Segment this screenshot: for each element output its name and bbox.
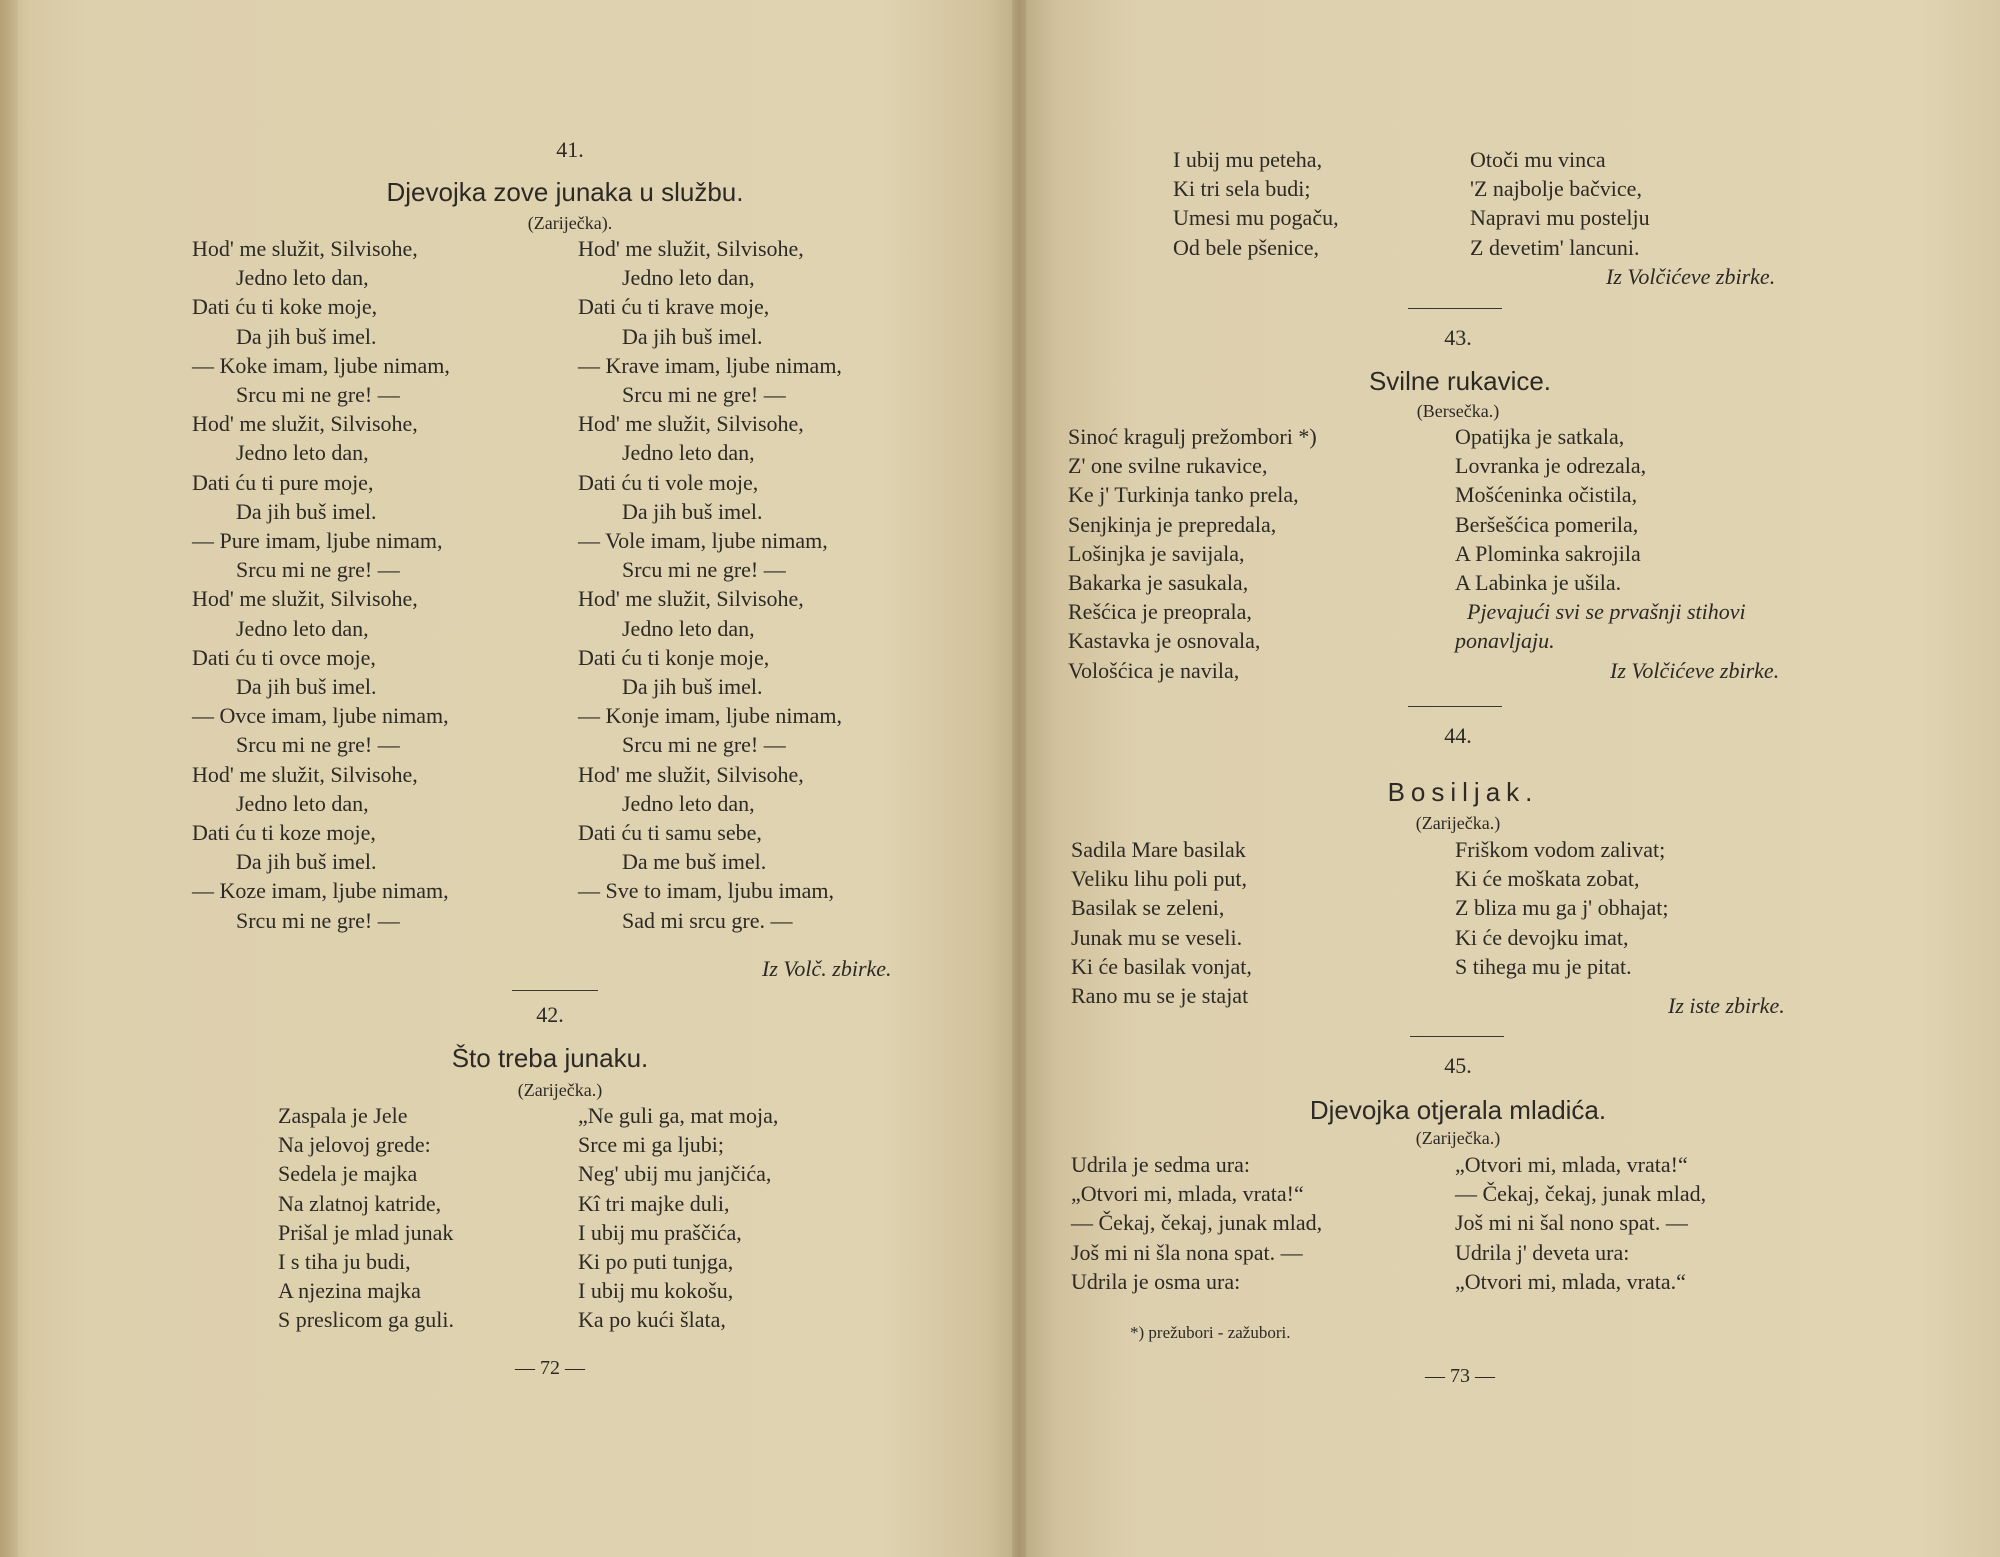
verse-line: Da jih buš imel. [236, 323, 377, 349]
verse-line: Otoči mu vinca [1470, 147, 1606, 172]
right-page [1018, 0, 2000, 1557]
verse-line: Junak mu se veseli. [1071, 924, 1243, 950]
verse-line: Rano mu se je stajat [1071, 983, 1249, 1009]
verse-line: Beršešćica pomerila, [1455, 511, 1639, 537]
verse-line: Prišal je mlad junak [278, 1219, 454, 1245]
song-source: Iz iste zbirke. [1668, 993, 1785, 1018]
verse-line: Udrila j' deveta ura: [1455, 1239, 1630, 1265]
verse-line: Ke j' Turkinja tanko prela, [1068, 482, 1299, 508]
song42-cont-column-2 [1470, 145, 1650, 262]
verse-line: I s tiha ju budi, [278, 1249, 411, 1275]
song-region: (Zariječka.) [1415, 813, 1501, 833]
verse-line: Hod' me služit, Silvisohe, [192, 586, 418, 612]
verse-line: Ki tri sela budi; [1173, 176, 1311, 202]
verse-line: Srcu mi ne gre! — [236, 557, 400, 583]
section-divider [1408, 308, 1502, 309]
verse-line: Lovranka je odrezala, [1455, 453, 1647, 479]
verse-line: Z devetim' lancuni. [1470, 234, 1640, 260]
verse-line: „Otvori mi, mlada, vrata.“ [1455, 1268, 1686, 1294]
verse-line: Jedno leto dan, [236, 790, 369, 816]
verse-line: Z bliza mu ga j' obhajat; [1455, 895, 1669, 921]
song-source: Iz Volčićeve zbirke. [1610, 658, 1780, 683]
song42-column-2 [578, 1101, 778, 1335]
verse-line: — Pure imam, ljube nimam, [192, 528, 443, 554]
verse-line: Umesi mu pogaču, [1173, 205, 1339, 231]
verse-line: — Čekaj, čekaj, junak mlad, [1455, 1181, 1707, 1207]
verse-line: Ki će moškata zobat, [1455, 866, 1640, 892]
verse-line: — Čekaj, čekaj, junak mlad, [1071, 1210, 1323, 1236]
verse-line: Da jih buš imel. [622, 674, 763, 700]
verse-line: Rešćica je preoprala, [1068, 599, 1252, 625]
page-number: — 72 — [515, 1357, 585, 1379]
verse-line: A njezina majka [278, 1278, 421, 1304]
verse-line: I ubij mu praščića, [578, 1219, 742, 1245]
verse-line: Jedno leto dan, [622, 790, 755, 816]
verse-line: „Ne guli ga, mat moja, [578, 1103, 779, 1128]
verse-line: Kastavka je osnovala, [1068, 628, 1261, 654]
verse-line: Od bele pšenice, [1173, 234, 1319, 260]
verse-line: Srcu mi ne gre! — [236, 382, 400, 408]
verse-line: — Vole imam, ljube nimam, [578, 528, 828, 554]
song-title: Bosiljak. [1387, 777, 1539, 807]
footnote: *) prežubori - zažubori. [1130, 1323, 1291, 1342]
section-divider [1408, 706, 1502, 707]
song42-column-1 [278, 1101, 454, 1335]
verse-line: Srce mi ga ljubi; [578, 1132, 725, 1158]
verse-line: Hod' me služit, Silvisohe, [578, 586, 804, 612]
song-title: Djevojka zove junaka u službu. [386, 177, 744, 207]
verse-line: Dati ću ti krave moje, [578, 294, 770, 320]
verse-line: Hod' me služit, Silvisohe, [578, 236, 804, 261]
verse-line: Ka po kući šlata, [578, 1307, 726, 1333]
verse-line: Jedno leto dan, [622, 440, 755, 466]
song41-column-1 [192, 234, 450, 935]
verse-line: Na jelovoj grede: [278, 1132, 431, 1158]
verse-line: „Otvori mi, mlada, vrata!“ [1455, 1152, 1688, 1177]
song-title: Svilne rukavice. [1368, 366, 1552, 396]
song-source: Iz Volčićeve zbirke. [1606, 264, 1776, 289]
verse-line: — Ovce imam, ljube nimam, [192, 703, 449, 729]
song43-column-1 [1068, 422, 1317, 685]
section-divider [512, 990, 598, 991]
verse-line: Napravi mu postelju [1470, 205, 1650, 231]
verse-line: Da jih buš imel. [622, 323, 763, 349]
song-title: Djevojka otjerala mladića. [1309, 1095, 1607, 1125]
verse-line: — Koke imam, ljube nimam, [192, 352, 450, 378]
verse-line: Još mi ni šal nono spat. — [1455, 1210, 1688, 1236]
verse-line: Jedno leto dan, [236, 440, 369, 466]
verse-line: — Krave imam, ljube nimam, [578, 352, 842, 378]
verse-line: Dati ću ti ovce moje, [192, 644, 376, 670]
song-number: 42. [536, 1002, 564, 1027]
page-number: — 73 — [1425, 1365, 1495, 1387]
song45-column-2 [1455, 1150, 1706, 1296]
verse-line: Dati ću ti koze moje, [192, 820, 376, 846]
verse-line: Dati ću ti konje moje, [578, 644, 770, 670]
song-number: 45. [1444, 1053, 1472, 1078]
verse-line: Jedno leto dan, [622, 615, 755, 641]
song42-cont-column-1 [1173, 145, 1339, 262]
verse-line: I ubij mu kokošu, [578, 1278, 734, 1304]
verse-line: Lošinjka je savijala, [1068, 540, 1245, 566]
verse-line: S preslicom ga guli. [278, 1307, 454, 1333]
verse-line: Sedela je majka [278, 1161, 418, 1187]
verse-line: Da jih buš imel. [622, 498, 763, 524]
verse-line: A Labinka je ušila. [1455, 570, 1622, 596]
verse-line: Udrila je osma ura: [1071, 1268, 1241, 1294]
song41-column-2 [578, 234, 842, 935]
verse-line: Hod' me služit, Silvisohe, [192, 236, 418, 261]
song44-column-2 [1455, 835, 1669, 981]
song-number: 43. [1444, 325, 1472, 350]
verse-line: Kî tri majke duli, [578, 1190, 730, 1216]
verse-line: Opatijka je satkala, [1455, 424, 1625, 449]
performance-note: ponavljaju. [1455, 628, 1555, 654]
performance-note: Pjevajući svi se prvašnji stihovi [1467, 599, 1746, 625]
song-region: (Bersečka.) [1416, 401, 1500, 421]
verse-line: Bakarka je sasukala, [1068, 570, 1249, 596]
song43-column-2 [1455, 422, 1746, 656]
verse-line: Vološćica je navila, [1068, 657, 1240, 683]
verse-line: Hod' me služit, Silvisohe, [578, 411, 804, 437]
verse-line: Da me buš imel. [622, 849, 767, 875]
song45-column-1 [1071, 1150, 1322, 1296]
verse-line: Dati ću ti samu sebe, [578, 820, 762, 846]
verse-line: Srcu mi ne gre! — [236, 732, 400, 758]
song-source: Iz Volč. zbirke. [762, 956, 892, 981]
verse-line: Srcu mi ne gre! — [622, 732, 786, 758]
verse-line: Da jih buš imel. [236, 849, 377, 875]
verse-line: Friškom vodom zalivat; [1455, 837, 1666, 862]
verse-line: Dati ću ti pure moje, [192, 469, 374, 495]
verse-line: Hod' me služit, Silvisohe, [192, 411, 418, 437]
book-edge [0, 0, 18, 1557]
verse-line: Jedno leto dan, [236, 615, 369, 641]
verse-line: Neg' ubij mu janjčića, [578, 1161, 772, 1187]
verse-line: Zaspala je Jele [278, 1103, 408, 1128]
song-region: (Zariječka.) [517, 1080, 603, 1100]
verse-line: Ki po puti tunjga, [578, 1249, 734, 1275]
verse-line: Udrila je sedma ura: [1071, 1152, 1250, 1177]
verse-line: Ki će basilak vonjat, [1071, 953, 1252, 979]
verse-line: Senjkinja je prepredala, [1068, 511, 1277, 537]
verse-line: — Sve to imam, ljubu imam, [578, 878, 835, 904]
verse-line: Još mi ni šla nona spat. — [1071, 1239, 1303, 1265]
song-region: (Zariječka). [527, 213, 613, 233]
verse-line: Da jih buš imel. [236, 498, 377, 524]
verse-line: I ubij mu peteha, [1173, 147, 1323, 172]
verse-line: A Plominka sakrojila [1455, 540, 1641, 566]
verse-line: Srcu mi ne gre! — [622, 382, 786, 408]
verse-line: Hod' me služit, Silvisohe, [192, 761, 418, 787]
song-number: 41. [556, 137, 584, 162]
section-divider [1410, 1036, 1504, 1037]
verse-line: Ki će devojku imat, [1455, 924, 1629, 950]
song44-column-1 [1071, 835, 1252, 1010]
verse-line: Jedno leto dan, [622, 265, 755, 291]
verse-line: Dati ću ti koke moje, [192, 294, 378, 320]
song-title: Što treba junaku. [451, 1043, 649, 1073]
verse-line: Hod' me služit, Silvisohe, [578, 761, 804, 787]
verse-line: Dati ću ti vole moje, [578, 469, 759, 495]
verse-line: Sadila Mare basilak [1071, 837, 1246, 862]
book-gutter [1012, 0, 1026, 1557]
verse-line: Z' one svilne rukavice, [1068, 453, 1268, 479]
verse-line: — Konje imam, ljube nimam, [578, 703, 842, 729]
verse-line: 'Z najbolje bačvice, [1470, 176, 1642, 202]
verse-line: Sad mi srcu gre. — [622, 907, 793, 933]
verse-line: Srcu mi ne gre! — [622, 557, 786, 583]
verse-line: Jedno leto dan, [236, 265, 369, 291]
verse-line: Basilak se zeleni, [1071, 895, 1225, 921]
verse-line: S tihega mu je pitat. [1455, 953, 1632, 979]
verse-line: „Otvori mi, mlada, vrata!“ [1071, 1181, 1304, 1207]
verse-line: Sinoć kragulj prežombori *) [1068, 424, 1317, 449]
verse-line: Na zlatnoj katride, [278, 1190, 442, 1216]
verse-line: Mošćeninka očistila, [1455, 482, 1638, 508]
song-number: 44. [1444, 723, 1472, 748]
verse-line: Veliku lihu poli put, [1071, 866, 1247, 892]
verse-line: Srcu mi ne gre! — [236, 907, 400, 933]
song-region: (Zariječka.) [1415, 1128, 1501, 1148]
verse-line: Da jih buš imel. [236, 674, 377, 700]
verse-line: — Koze imam, ljube nimam, [192, 878, 449, 904]
